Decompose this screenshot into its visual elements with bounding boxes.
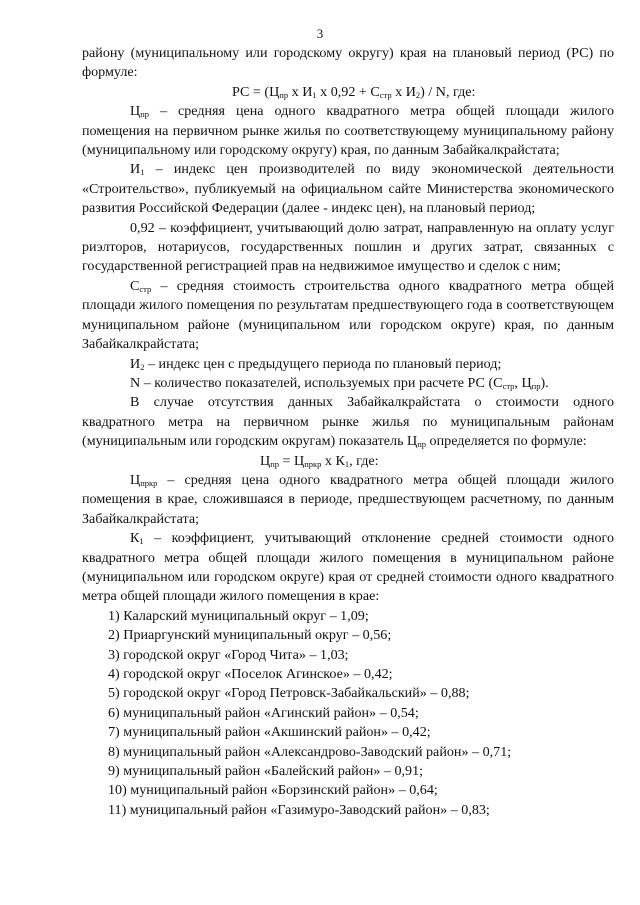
absence-paragraph: В случае отсутствия данных Забайкалкрайстата о стоимости одного квадратного метра на первичном рынке жилья по муниципальным районам (муниципальным или городским округам) показатель $Ц_{пр}$ определяется по формуле: bbox=[82, 394, 614, 450]
formula-rc: РС = ($Ц_{пр}$ х $И_1$ х $0,92 + С_{стр}$ х $И_2$) / N, где: bbox=[232, 83, 476, 100]
page-number: 3 bbox=[316, 26, 324, 41]
definition-cstr: $С_{стр}$ – средняя стоимость строительства одного квадратного метра общей площади жилого помещения по результатам предшествующего года в соответствующем муниципальном районе (муниципальном или городском округе) края, по данным Забайкалкрайстата; bbox=[82, 277, 614, 353]
list-item: 9) муниципальный район «Балейский район» – 0,91; bbox=[108, 763, 424, 780]
list-item: 1) Каларский муниципальный округ – 1,09; bbox=[108, 607, 369, 624]
list-item: 3) городской округ «Город Чита» – 1,03; bbox=[108, 646, 349, 663]
list-item: 8) муниципальный район «Александрово-Заводский район» – 0,71; bbox=[108, 743, 512, 760]
intro-paragraph: районy (муниципальному или городскому округу) края на плановый период (РС) по формуле: bbox=[82, 45, 614, 81]
definition-i1: $И_1$ – индекс цен производителей по виду экономической деятельности «Строительство», публикуемый на официальном сайте Министерства экономического развития Российской Федерации (далее - индекс цен), на плановый период; bbox=[82, 161, 614, 217]
list-item: 2) Приаргунский муниципальный округ – 0,56; bbox=[108, 627, 392, 644]
definition-k1: $К_1$ – коэффициент, учитывающий отклонение средней стоимости одного квадратного метра общей площади жилого помещения в муниципальном районе (муниципальном или городском округе) края от средней стоимости одного квадратного метра общей площади жилого помещения в крае: bbox=[82, 530, 614, 605]
definition-cpr: $Ц_{пр}$ – средняя цена одного квадратного метра общей площади жилого помещения на первичном рынке жилья по соответствующему муниципальному району (муниципальному или городскому округу) края, по данным Забайкалкрайстата; bbox=[82, 103, 614, 159]
list-item: 5) городской округ «Город Петровск-Забайкальский» – 0,88; bbox=[108, 685, 470, 702]
definition-n: N – количество показателей, используемых при расчете РС ($С_{стр}$, $Ц_{пр}$). bbox=[130, 374, 549, 391]
coefficient-list bbox=[82, 607, 614, 820]
document-body bbox=[82, 44, 614, 820]
list-item: 10) муниципальный район «Борзинский район» – 0,64; bbox=[108, 782, 438, 799]
definition-092: 0,92 – коэффициент, учитывающий долю затрат, направленную на оплату услуг риэлторов, нотариусов, государственных пошлин и других затрат, связанных с государственной регистрацией прав на недвижимое имущество и сделок с ним; bbox=[82, 219, 614, 275]
list-item: 7) муниципальный район «Акшинский район» – 0,42; bbox=[108, 724, 431, 741]
list-item: 4) городской округ «Поселок Агинское» – 0,42; bbox=[108, 666, 393, 682]
list-item: 6) муниципальный район «Агинский район» – 0,54; bbox=[108, 704, 419, 721]
list-item: 11) муниципальный район «Газимуро-Заводский район» – 0,83; bbox=[108, 801, 490, 818]
definition-i2: $И_2$ – индекс цен с предыдущего периода по плановый период; bbox=[130, 355, 502, 372]
definition-cprkr: $Ц_{пркр}$ – средняя цена одного квадратного метра общей площади жилого помещения в крае, сложившаяся в периоде, предшествующем расчетному, по данным Забайкалкрайстата; bbox=[82, 471, 614, 527]
formula-cpr: $Ц_{пр} = Ц_{пркр}$ х $К_1$, где: bbox=[260, 452, 379, 469]
